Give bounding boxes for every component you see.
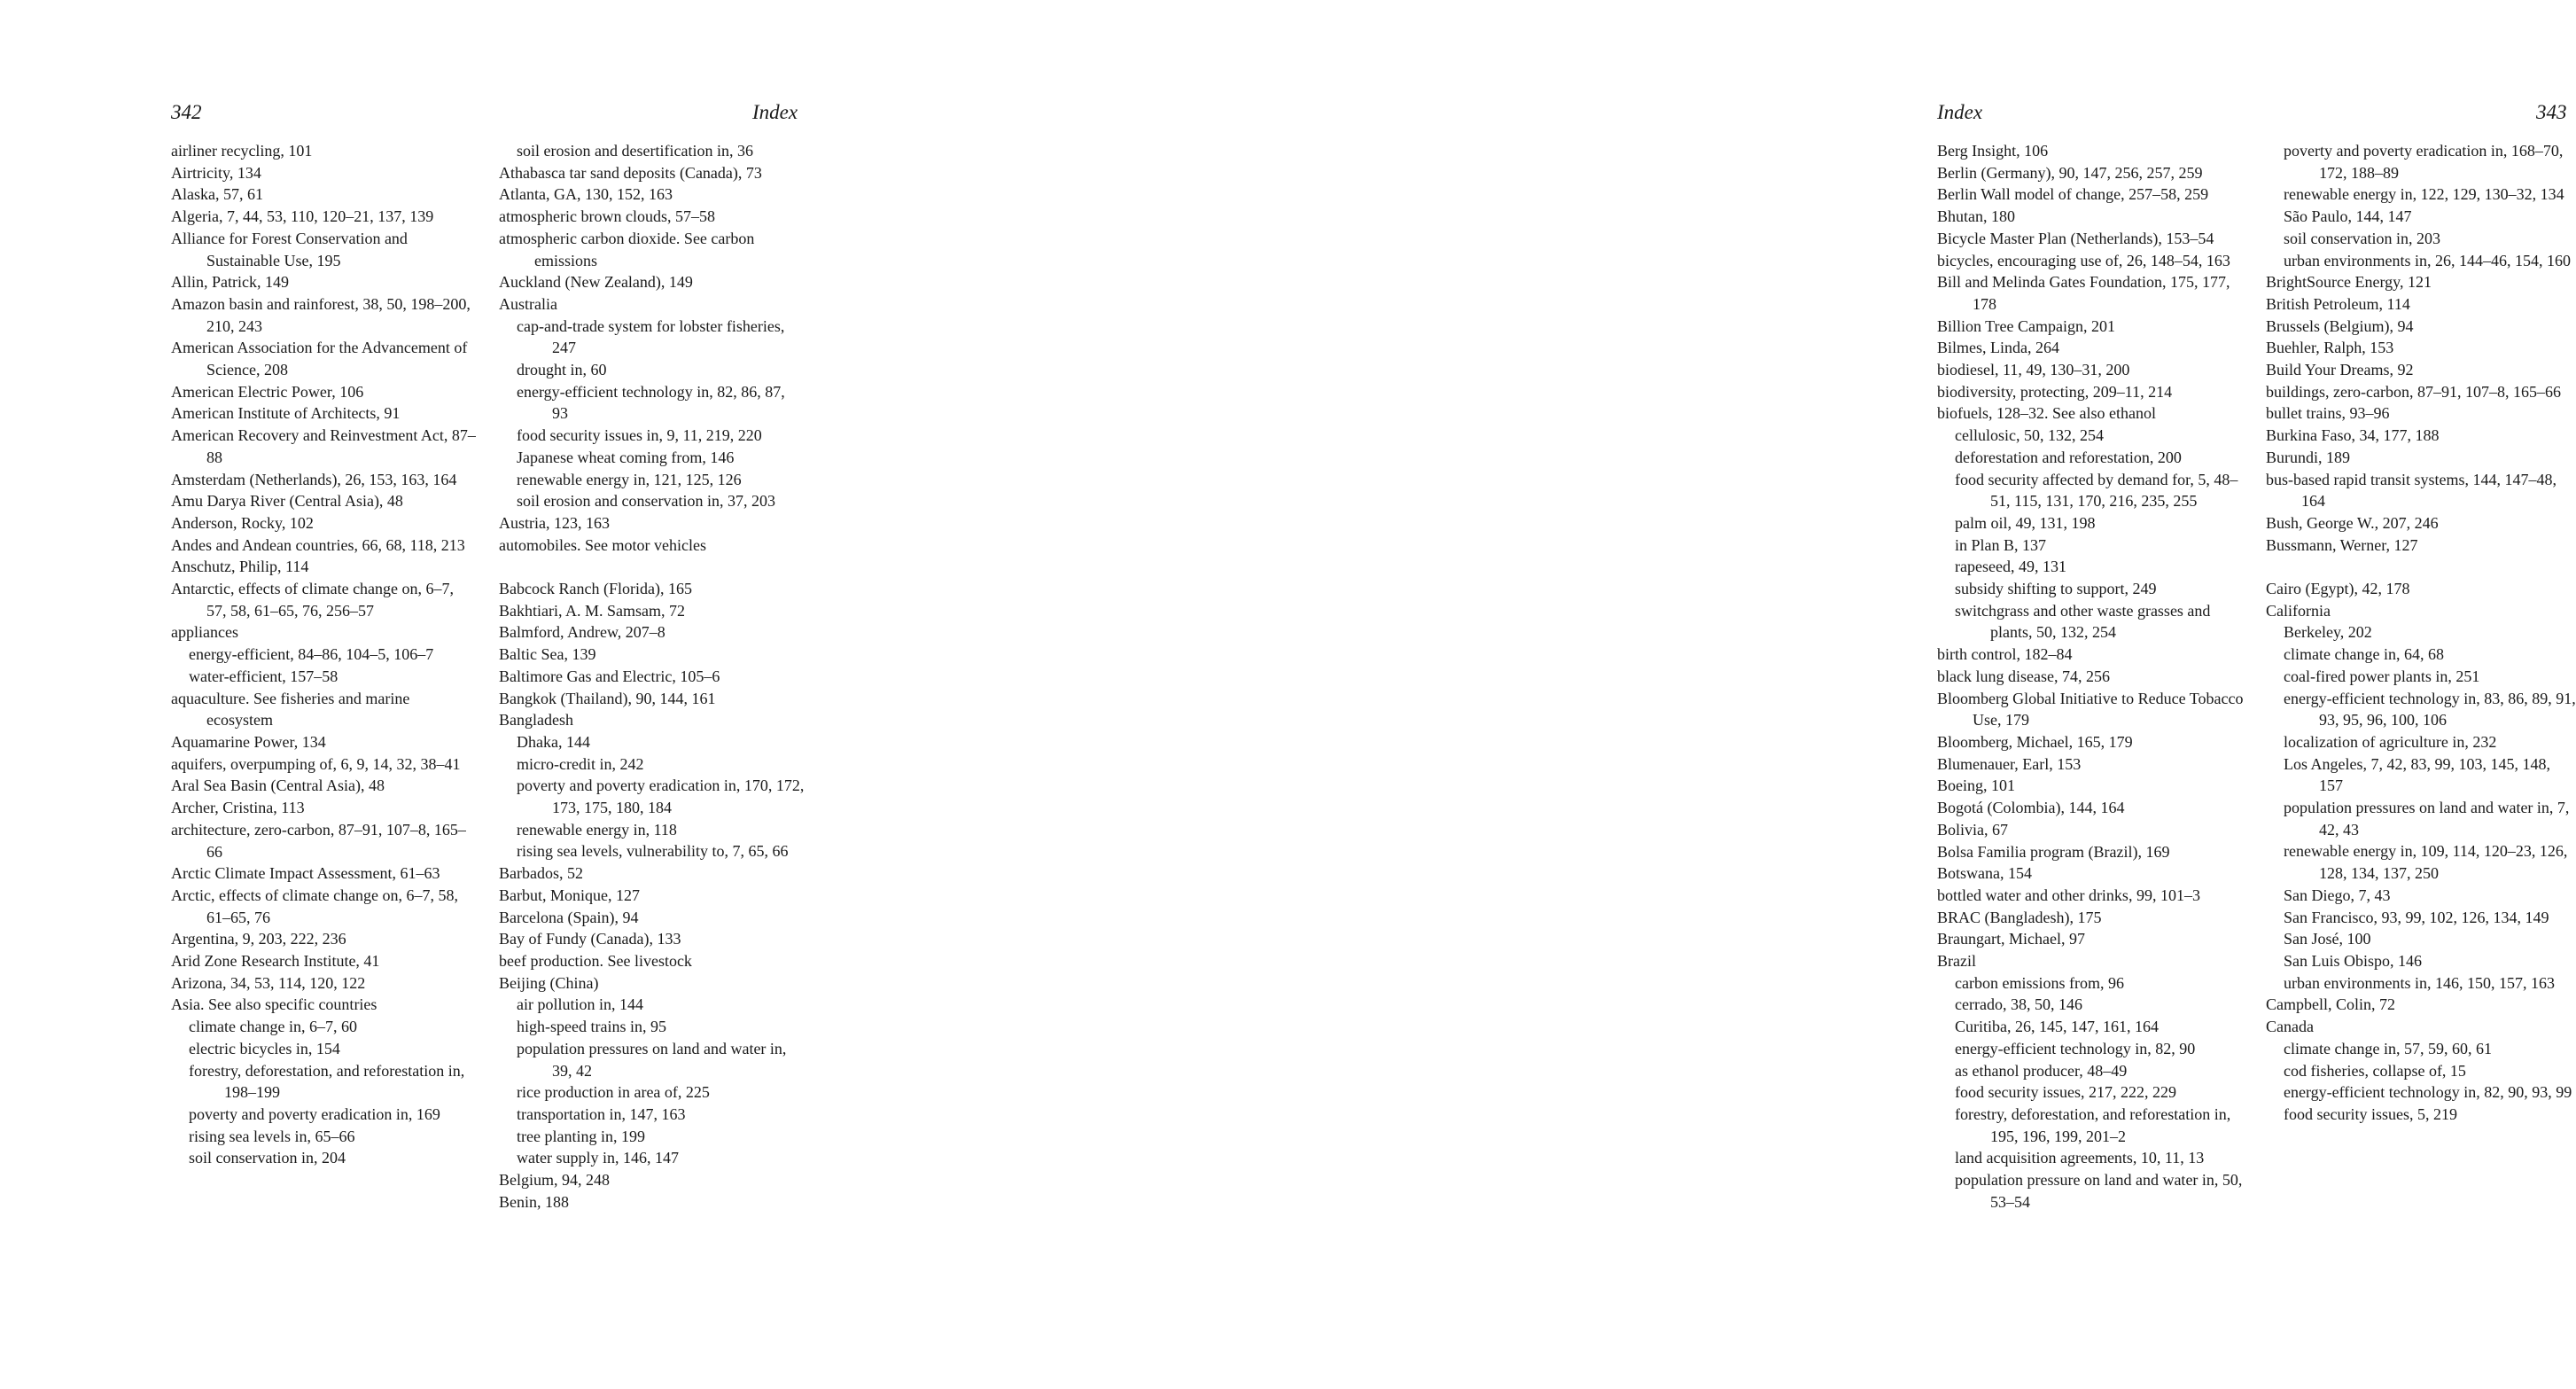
- index-subentry: soil erosion and conservation in, 37, 203: [517, 492, 775, 511]
- index-subentry: drought in, 60: [517, 361, 607, 379]
- index-entry: Bay of Fundy (Canada), 133: [499, 930, 681, 948]
- index-entry: American Association for the Advancement of Science, 208: [171, 339, 468, 379]
- index-entry: Canada: [2266, 1018, 2314, 1036]
- index-subentry: cod fisheries, collapse of, 15: [2284, 1061, 2466, 1080]
- index-subentry: rice production in area of, 225: [517, 1083, 710, 1102]
- index-subentry: rapeseed, 49, 131: [1955, 558, 2066, 576]
- index-entry: bicycles, encouraging use of, 26, 148–54, 163: [1937, 251, 2230, 269]
- index-entry: American Institute of Architects, 91: [171, 404, 401, 423]
- index-subentry: micro-credit in, 242: [517, 754, 644, 773]
- index-subentry: San José, 100: [2284, 930, 2371, 948]
- index-entry: Bangladesh: [499, 711, 573, 730]
- index-entry: Bolivia, 67: [1937, 820, 2008, 839]
- index-subentry: Los Angeles, 7, 42, 83, 99, 103, 145, 148, 157: [2284, 754, 2550, 795]
- index-subentry: rising sea levels in, 65–66: [189, 1127, 355, 1145]
- index-subentry: climate change in, 64, 68: [2284, 645, 2444, 664]
- index-entry: black lung disease, 74, 256: [1937, 667, 2110, 685]
- index-column-4: [2266, 140, 2576, 1126]
- index-entry: aquaculture. See fisheries and marine ecosystem: [171, 689, 410, 730]
- index-entry: Anschutz, Philip, 114: [171, 558, 309, 576]
- index-entry: Bloomberg, Michael, 165, 179: [1937, 732, 2133, 751]
- index-entry: Benin, 188: [499, 1192, 569, 1211]
- index-subentry: San Luis Obispo, 146: [2284, 952, 2423, 970]
- index-entry: Aquamarine Power, 134: [171, 732, 326, 751]
- index-subentry: as ethanol producer, 48–49: [1955, 1061, 2128, 1080]
- index-entry: Bussmann, Werner, 127: [2266, 535, 2418, 554]
- index-entry: automobiles. See motor vehicles: [499, 535, 706, 554]
- index-entry: Bilmes, Linda, 264: [1937, 339, 2059, 357]
- index-entry: Barcelona (Spain), 94: [499, 908, 639, 926]
- index-subentry: San Francisco, 93, 99, 102, 126, 134, 149: [2284, 908, 2549, 926]
- index-column-3: [1937, 140, 2247, 1213]
- index-entry: birth control, 182–84: [1937, 645, 2073, 664]
- index-entry: Beijing (China): [499, 973, 599, 992]
- index-subentry: renewable energy in, 122, 129, 130–32, 134: [2284, 185, 2564, 204]
- index-subentry: in Plan B, 137: [1955, 535, 2047, 554]
- index-entry: architecture, zero-carbon, 87–91, 107–8, 165–66: [171, 820, 466, 861]
- index-entry: aquifers, overpumping of, 6, 9, 14, 32, 38–41: [171, 754, 461, 773]
- index-entry: biodiversity, protecting, 209–11, 214: [1937, 382, 2173, 401]
- index-subentry: food security issues, 5, 219: [2284, 1104, 2457, 1123]
- index-entry: Amsterdam (Netherlands), 26, 153, 163, 164: [171, 470, 457, 488]
- index-entry: Allin, Patrick, 149: [171, 273, 289, 292]
- index-subentry: population pressure on land and water in, 50, 53–54: [1955, 1171, 2243, 1211]
- index-entry: Barbut, Monique, 127: [499, 886, 640, 904]
- index-subentry: renewable energy in, 121, 125, 126: [517, 470, 742, 488]
- index-entry: Auckland (New Zealand), 149: [499, 273, 693, 292]
- index-subentry: climate change in, 6–7, 60: [189, 1018, 357, 1036]
- index-entry: Anderson, Rocky, 102: [171, 513, 314, 532]
- index-entry: atmospheric carbon dioxide. See carbon emissions: [499, 229, 755, 269]
- index-subentry: renewable energy in, 118: [517, 820, 677, 839]
- index-subentry: Japanese wheat coming from, 146: [517, 448, 735, 466]
- index-subentry: transportation in, 147, 163: [517, 1104, 686, 1123]
- index-entry: Argentina, 9, 203, 222, 236: [171, 930, 346, 948]
- index-subentry: water-efficient, 157–58: [189, 667, 339, 685]
- index-entry: Alliance for Forest Conservation and Sustainable Use, 195: [171, 229, 408, 269]
- index-entry: Billion Tree Campaign, 201: [1937, 316, 2116, 335]
- index-entry: Airtricity, 134: [171, 163, 261, 182]
- running-head: Index: [752, 101, 798, 123]
- index-subentry: water supply in, 146, 147: [517, 1149, 679, 1167]
- index-entry: airliner recycling, 101: [171, 142, 313, 160]
- index-entry: Bakhtiari, A. M. Samsam, 72: [499, 601, 685, 620]
- index-entry: buildings, zero-carbon, 87–91, 107–8, 165–66: [2266, 382, 2561, 401]
- index-entry: beef production. See livestock: [499, 952, 692, 970]
- index-subentry: palm oil, 49, 131, 198: [1955, 513, 2096, 532]
- index-entry: Boeing, 101: [1937, 776, 2015, 795]
- index-entry: Buehler, Ralph, 153: [2266, 339, 2394, 357]
- index-entry: Barbados, 52: [499, 864, 583, 883]
- index-subentry: cellulosic, 50, 132, 254: [1955, 426, 2104, 445]
- index-subentry: urban environments in, 146, 150, 157, 163: [2284, 973, 2555, 992]
- running-head: Index: [1937, 101, 1983, 123]
- index-subentry: tree planting in, 199: [517, 1127, 645, 1145]
- index-entry: Balmford, Andrew, 207–8: [499, 623, 665, 642]
- index-entry: atmospheric brown clouds, 57–58: [499, 207, 715, 226]
- index-entry: Bloomberg Global Initiative to Reduce Tobacco Use, 179: [1937, 689, 2244, 730]
- index-subentry: air pollution in, 144: [517, 995, 643, 1014]
- index-entry: Andes and Andean countries, 66, 68, 118, 213: [171, 535, 465, 554]
- index-subentry: food security issues, 217, 222, 229: [1955, 1083, 2176, 1102]
- index-subentry: poverty and poverty eradication in, 169: [189, 1104, 440, 1123]
- index-entry: American Electric Power, 106: [171, 382, 364, 401]
- index-subentry: soil conservation in, 203: [2284, 229, 2440, 247]
- index-entry: Brussels (Belgium), 94: [2266, 316, 2414, 335]
- index-subentry: poverty and poverty eradication in, 168–70, 172, 188–89: [2284, 142, 2564, 182]
- index-subentry: carbon emissions from, 96: [1955, 973, 2124, 992]
- index-entry: Brazil: [1937, 952, 1976, 971]
- index-column-1: [171, 140, 477, 1169]
- index-entry: Baltic Sea, 139: [499, 645, 596, 664]
- index-subentry: Berkeley, 202: [2284, 623, 2372, 642]
- index-entry: Berlin Wall model of change, 257–58, 259: [1937, 185, 2209, 204]
- index-entry: Bicycle Master Plan (Netherlands), 153–54: [1937, 229, 2214, 247]
- index-subentry: population pressures on land and water in, 39, 42: [517, 1039, 787, 1080]
- index-subentry: energy-efficient technology in, 82, 86, 87, 93: [517, 382, 785, 423]
- index-subentry: energy-efficient technology in, 83, 86, 89, 91, 93, 95, 96, 100, 106: [2284, 689, 2576, 730]
- index-entry: Burundi, 189: [2266, 448, 2351, 466]
- right-page: [907, 0, 2576, 1389]
- index-subentry: deforestation and reforestation, 200: [1955, 448, 2182, 466]
- index-entry: California: [2266, 601, 2331, 620]
- index-subentry: rising sea levels, vulnerability to, 7, 65, 66: [517, 842, 789, 861]
- index-entry: biofuels, 128–32. See also ethanol: [1937, 404, 2156, 423]
- index-entry: Arctic Climate Impact Assessment, 61–63: [171, 864, 440, 883]
- index-entry: Archer, Cristina, 113: [171, 799, 305, 817]
- index-entry: Bhutan, 180: [1937, 207, 2015, 226]
- index-entry: BRAC (Bangladesh), 175: [1937, 908, 2102, 926]
- index-entry: Burkina Faso, 34, 177, 188: [2266, 426, 2440, 445]
- left-page: [0, 0, 907, 1389]
- index-subentry: cerrado, 38, 50, 146: [1955, 995, 2082, 1014]
- index-entry: Arid Zone Research Institute, 41: [171, 952, 380, 971]
- index-entry: Amu Darya River (Central Asia), 48: [171, 492, 403, 511]
- index-subentry: subsidy shifting to support, 249: [1955, 580, 2157, 598]
- index-entry: Asia. See also specific countries: [171, 995, 377, 1014]
- index-entry: Berg Insight, 106: [1937, 142, 2049, 160]
- index-entry: Athabasca tar sand deposits (Canada), 73: [499, 163, 762, 182]
- index-entry: Belgium, 94, 248: [499, 1171, 610, 1190]
- index-subentry: San Diego, 7, 43: [2284, 886, 2391, 904]
- index-entry: Antarctic, effects of climate change on, 6–7, 57, 58, 61–65, 76, 256–57: [171, 580, 455, 620]
- index-subentry: forestry, deforestation, and reforestation in, 198–199: [189, 1061, 465, 1102]
- index-entry: American Recovery and Reinvestment Act, 87–88: [171, 426, 476, 466]
- index-subentry: renewable energy in, 109, 114, 120–23, 126, 128, 134, 137, 250: [2284, 842, 2568, 883]
- index-subentry: food security affected by demand for, 5, 48–51, 115, 131, 170, 216, 235, 255: [1955, 470, 2238, 511]
- index-entry: Algeria, 7, 44, 53, 110, 120–21, 137, 139: [171, 207, 434, 226]
- index-subentry: food security issues in, 9, 11, 219, 220: [517, 426, 762, 445]
- index-entry: Cairo (Egypt), 42, 178: [2266, 580, 2410, 598]
- index-subentry: energy-efficient, 84–86, 104–5, 106–7: [189, 645, 434, 664]
- index-subentry: cap-and-trade system for lobster fisheries, 247: [517, 316, 785, 357]
- index-entry: bullet trains, 93–96: [2266, 404, 2390, 423]
- index-subentry: climate change in, 57, 59, 60, 61: [2284, 1039, 2492, 1057]
- index-subentry: population pressures on land and water in, 7, 42, 43: [2284, 799, 2570, 839]
- index-subentry: energy-efficient technology in, 82, 90, 93, 99: [2284, 1083, 2572, 1102]
- index-subentry: poverty and poverty eradication in, 170, 172, 173, 175, 180, 184: [517, 776, 805, 817]
- index-entry: Bolsa Familia program (Brazil), 169: [1937, 842, 2170, 861]
- index-entry: Atlanta, GA, 130, 152, 163: [499, 185, 673, 204]
- index-subentry: forestry, deforestation, and reforestation in, 195, 196, 199, 201–2: [1955, 1104, 2231, 1145]
- index-entry: Build Your Dreams, 92: [2266, 361, 2414, 379]
- page-number: 343: [2536, 101, 2567, 123]
- index-subentry: soil erosion and desertification in, 36: [517, 142, 753, 160]
- index-entry: Bangkok (Thailand), 90, 144, 161: [499, 689, 716, 707]
- index-entry: Amazon basin and rainforest, 38, 50, 198–200, 210, 243: [171, 294, 471, 335]
- index-entry: Australia: [499, 294, 557, 313]
- index-subentry: electric bicycles in, 154: [189, 1039, 340, 1057]
- index-entry: Bush, George W., 207, 246: [2266, 513, 2439, 532]
- index-subentry: land acquisition agreements, 10, 11, 13: [1955, 1149, 2205, 1167]
- index-entry: Aral Sea Basin (Central Asia), 48: [171, 776, 385, 795]
- page-number: 342: [171, 101, 202, 123]
- index-entry: Braungart, Michael, 97: [1937, 930, 2085, 948]
- index-entry: British Petroleum, 114: [2266, 294, 2410, 313]
- index-entry: Baltimore Gas and Electric, 105–6: [499, 667, 720, 685]
- index-entry: Blumenauer, Earl, 153: [1937, 754, 2082, 773]
- index-entry: appliances: [171, 623, 238, 642]
- index-entry: Campbell, Colin, 72: [2266, 995, 2395, 1014]
- index-entry: bus-based rapid transit systems, 144, 147–48, 164: [2266, 470, 2557, 511]
- index-subentry: localization of agriculture in, 232: [2284, 732, 2497, 751]
- index-entry: biodiesel, 11, 49, 130–31, 200: [1937, 361, 2130, 379]
- index-subentry: urban environments in, 26, 144–46, 154, 160: [2284, 251, 2571, 269]
- index-subentry: Curitiba, 26, 145, 147, 161, 164: [1955, 1018, 2159, 1036]
- index-entry: Austria, 123, 163: [499, 513, 610, 532]
- index-subentry: energy-efficient technology in, 82, 90: [1955, 1039, 2196, 1057]
- index-entry: Arizona, 34, 53, 114, 120, 122: [171, 973, 366, 992]
- index-subentry: switchgrass and other waste grasses and plants, 50, 132, 254: [1955, 601, 2211, 642]
- index-entry: Botswana, 154: [1937, 864, 2032, 883]
- index-entry: Bill and Melinda Gates Foundation, 175, 177, 178: [1937, 273, 2230, 313]
- index-entry: Bogotá (Colombia), 144, 164: [1937, 799, 2125, 817]
- index-subentry: soil conservation in, 204: [189, 1149, 346, 1167]
- index-subentry: high-speed trains in, 95: [517, 1018, 666, 1036]
- index-entry: Alaska, 57, 61: [171, 185, 263, 204]
- index-entry: Berlin (Germany), 90, 147, 256, 257, 259: [1937, 163, 2203, 182]
- index-column-2: [499, 140, 805, 1213]
- index-entry: BrightSource Energy, 121: [2266, 273, 2432, 292]
- index-subentry: São Paulo, 144, 147: [2284, 207, 2412, 226]
- index-entry: bottled water and other drinks, 99, 101–3: [1937, 886, 2200, 904]
- index-subentry: coal-fired power plants in, 251: [2284, 667, 2480, 685]
- index-entry: Arctic, effects of climate change on, 6–7, 58, 61–65, 76: [171, 886, 459, 926]
- index-entry: Babcock Ranch (Florida), 165: [499, 580, 692, 598]
- index-subentry: Dhaka, 144: [517, 732, 590, 751]
